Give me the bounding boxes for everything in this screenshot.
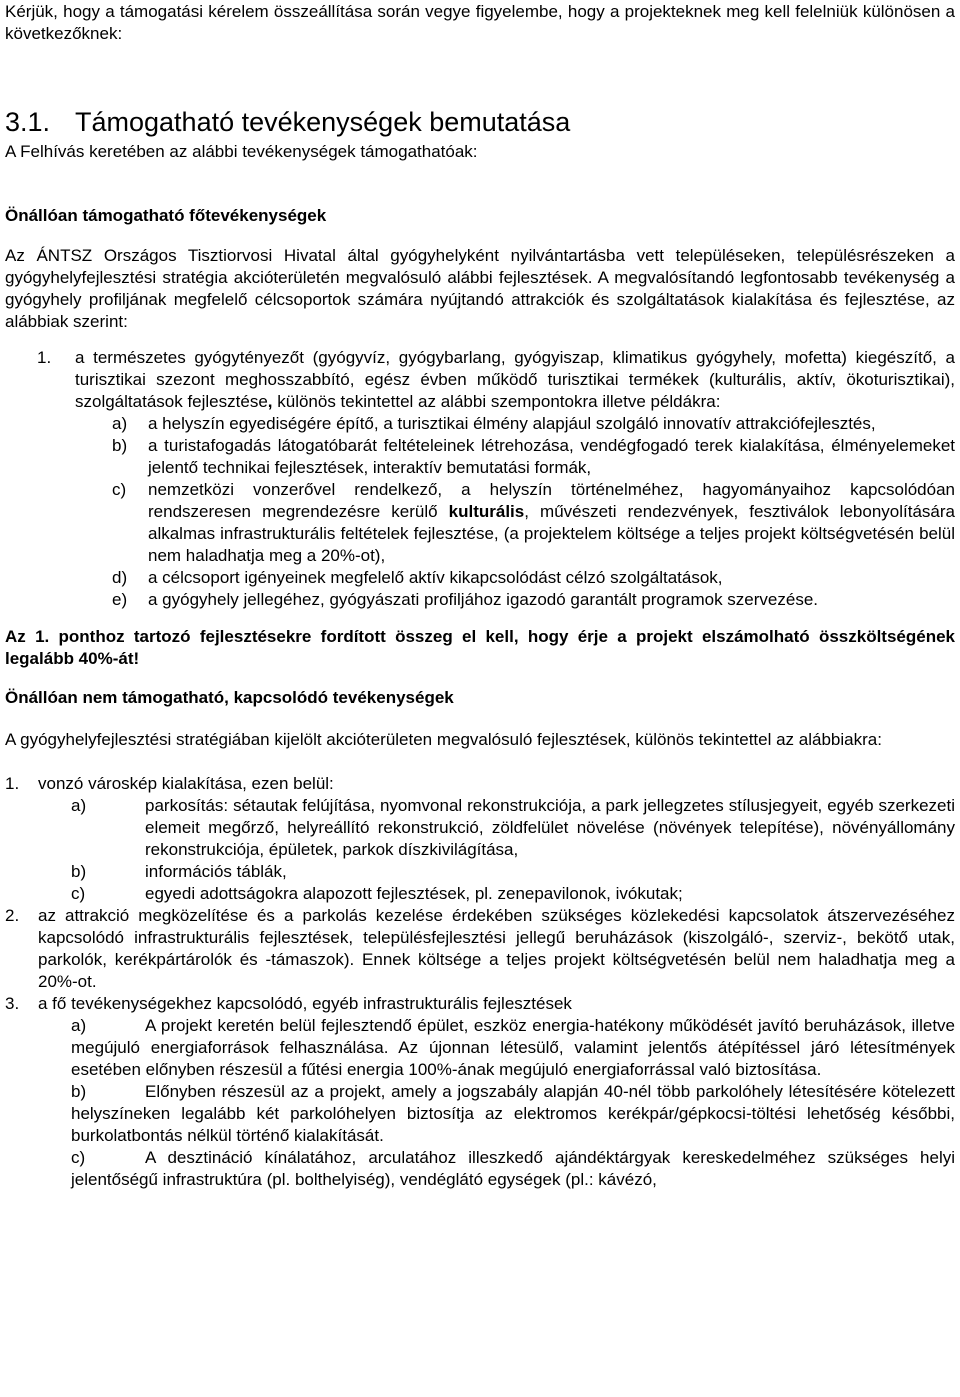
- list-text: a gyógyhely jellegéhez, gyógyászati profiljához igazodó garantált programok szervezése.: [148, 590, 818, 609]
- main-list-item-1: [5, 347, 955, 413]
- list-label: b): [112, 436, 128, 455]
- list-text: parkosítás: sétautak felújítása, nyomvonal rekonstrukciója, a park jellegzetes stílusjegyeit, egyéb szerkezeti elemeit megőrző, helyreállító rekonstrukció, zöldfelület növelése (növények telepítése), növényállomány rekonstrukciója, épületek, parkok díszkivilágítása,: [145, 796, 955, 859]
- list-text: egyedi adottságokra alapozott fejlesztések, pl. zenepavilonok, ivókutak;: [145, 884, 683, 903]
- document-page: [5, 1, 955, 1191]
- related-sublist-item-b: [38, 1081, 955, 1147]
- related-list-item-3: [5, 993, 955, 1015]
- item-text-bold: ,: [267, 392, 273, 411]
- list-text: a helyszín egyediségére építő, a turisztikai élmény alapjául szolgáló innovatív attrakciófejlesztés,: [148, 414, 876, 433]
- related-sublist-item-c: [71, 883, 955, 905]
- section-subtitle: A Felhívás keretében az alábbi tevékenységek támogathatóak:: [5, 142, 478, 161]
- bold-note: Az 1. ponthoz tartozó fejlesztésekre fordított összeg el kell, hogy érje a projekt elszámolható összköltségének legalább 40%-át!: [5, 627, 955, 668]
- main-sublist: [112, 413, 955, 611]
- list-label: b): [71, 1082, 87, 1101]
- list-label: a): [71, 796, 87, 815]
- section-heading: [5, 105, 955, 139]
- list-label: 2.: [5, 906, 20, 925]
- related-sublist-1: [71, 795, 955, 905]
- section-title: Támogatható tevékenységek bemutatása: [75, 107, 571, 137]
- main-activities-heading: Önállóan támogatható főtevékenységek: [5, 206, 327, 225]
- item-text-part: , művészeti rendezvények, fesztiválok lebonyolítására alkalmas infrastrukturális feltételek fejlesztése, (a projektelem költsége a teljes projekt költségvetésén belül nem haladhatja meg a 20%-ot),: [148, 502, 955, 565]
- list-label: a): [112, 414, 128, 433]
- related-list-item-1: [5, 773, 955, 795]
- sublist-item-e: [112, 589, 955, 611]
- sublist-item-b: [112, 435, 955, 479]
- list-text: a fő tevékenységekhez kapcsolódó, egyéb infrastrukturális fejlesztések: [38, 994, 572, 1013]
- intro-paragraph: Kérjük, hogy a támogatási kérelem összeállítása során vegye figyelembe, hogy a projekteknek meg kell felelniük különösen a következőknek:: [5, 2, 955, 43]
- list-label: a): [71, 1016, 87, 1035]
- item-text-bold: kulturális: [448, 502, 525, 521]
- list-text: a turistafogadás látogatóbarát feltételeinek létrehozása, vendégfogadó terek kialakítása, élményelemeket jelentő technikai fejlesztések, interaktív bemutatási formák,: [148, 436, 955, 477]
- related-sublist-item-a: [71, 795, 955, 861]
- list-label: c): [71, 1148, 86, 1167]
- list-text: [148, 479, 955, 567]
- list-text: A desztináció kínálatához, arculatához illeszkedő ajándéktárgyak kereskedelméhez szükséges helyi jelentőségű infrastruktúra (pl. bolthelyiség), vendéglátó egységek (pl.: kávézó,: [71, 1148, 955, 1189]
- list-text: vonzó városkép kialakítása, ezen belül:: [38, 774, 334, 793]
- item-text-part: nemzetközi vonzerővel rendelkező, a helyszín történelméhez, hagyományaihoz kapcsolódóan rendszeresen megrendezésre kerülő: [148, 480, 955, 521]
- list-label: d): [112, 568, 128, 587]
- list-label: 3.: [5, 994, 20, 1013]
- list-label: b): [71, 862, 87, 881]
- item-text-part: különös tekintettel az alábbi szempontokra illetve példákra:: [272, 392, 721, 411]
- related-activities-heading: Önállóan nem támogatható, kapcsolódó tevékenységek: [5, 688, 454, 707]
- related-list-item-2: [5, 905, 955, 993]
- related-sublist-item-c: [38, 1147, 955, 1191]
- main-activities-paragraph: Az ÁNTSZ Országos Tisztiorvosi Hivatal által gyógyhelyként nyilvántartásba vett településeken, településrészeken a gyógyhelyfejlesztési stratégia akcióterületén megvalósuló alábbi fejlesztések. A megvalósítandó legfontosabb tevékenység a gyógyhely profiljának megfelelő célcsoportok számára nyújtandó attrakciók és szolgáltatások kialakítása és fejlesztése, az alábbiak szerint:: [5, 246, 955, 331]
- related-list: [5, 773, 955, 1191]
- list-label: 1.: [37, 348, 52, 367]
- list-text: [75, 347, 955, 413]
- list-text: A projekt keretén belül fejlesztendő épület, eszköz energia-hatékony működését javító beruházások, illetve megújuló energiaforrások felhasználása. Az újonnan létesülő, valamint jelentős átépítéssel járó létesítmények esetében előnyben részesül a fűtési energia 100%-ának megújuló energiaforrással való biztosítása.: [71, 1016, 955, 1079]
- list-text: Előnyben részesül az a projekt, amely a jogszabály alapján 40-nél több parkolóhely létesítésére kötelezett helyszíneken legalább két parkolóhelyen biztosítja az elektromos kerékpár/gépkocsi-töltési lehetőség későbbi, burkolatbontás nélkül történő kialakítását.: [71, 1082, 955, 1145]
- list-text: a célcsoport igényeinek megfelelő aktív kikapcsolódást célzó szolgáltatások,: [148, 568, 723, 587]
- section-number: 3.1.: [5, 107, 51, 137]
- sublist-item-c: [112, 479, 955, 567]
- related-sublist-item-a: [38, 1015, 955, 1081]
- list-label: 1.: [5, 774, 20, 793]
- sublist-item-a: [112, 413, 955, 435]
- related-sublist-3: [38, 1015, 955, 1191]
- list-text: az attrakció megközelítése és a parkolás kezelése érdekében szükséges közlekedési kapcsolatok átszervezéséhez kapcsolódó infrastrukturális fejlesztések, településfejlesztési jellegű beruházások (kiszolgáló-, szerviz-, bekötő utak, parkolók, kerékpártárolók és -támaszok). Ennek költsége a teljes projekt költségvetésén belül nem haladhatja meg a 20%-ot.: [38, 906, 955, 991]
- list-label: c): [71, 884, 86, 903]
- related-activities-paragraph: A gyógyhelyfejlesztési stratégiában kijelölt akcióterületen megvalósuló fejlesztések, különös tekintettel az alábbiakra:: [5, 730, 882, 749]
- list-text: információs táblák,: [145, 862, 287, 881]
- list-label: e): [112, 590, 128, 609]
- sublist-item-d: [112, 567, 955, 589]
- item-text-part: a természetes gyógytényezőt (gyógyvíz, gyógybarlang, gyógyiszap, klimatikus gyógyhely, mofetta) kiegészítő, a turisztikai szezont meghosszabbító, egész évben működő turisztikai termékek (kulturális, aktív, ökoturisztikai), szolgáltatások fejlesztése: [75, 348, 955, 411]
- related-sublist-item-b: [71, 861, 955, 883]
- list-label: c): [112, 480, 127, 499]
